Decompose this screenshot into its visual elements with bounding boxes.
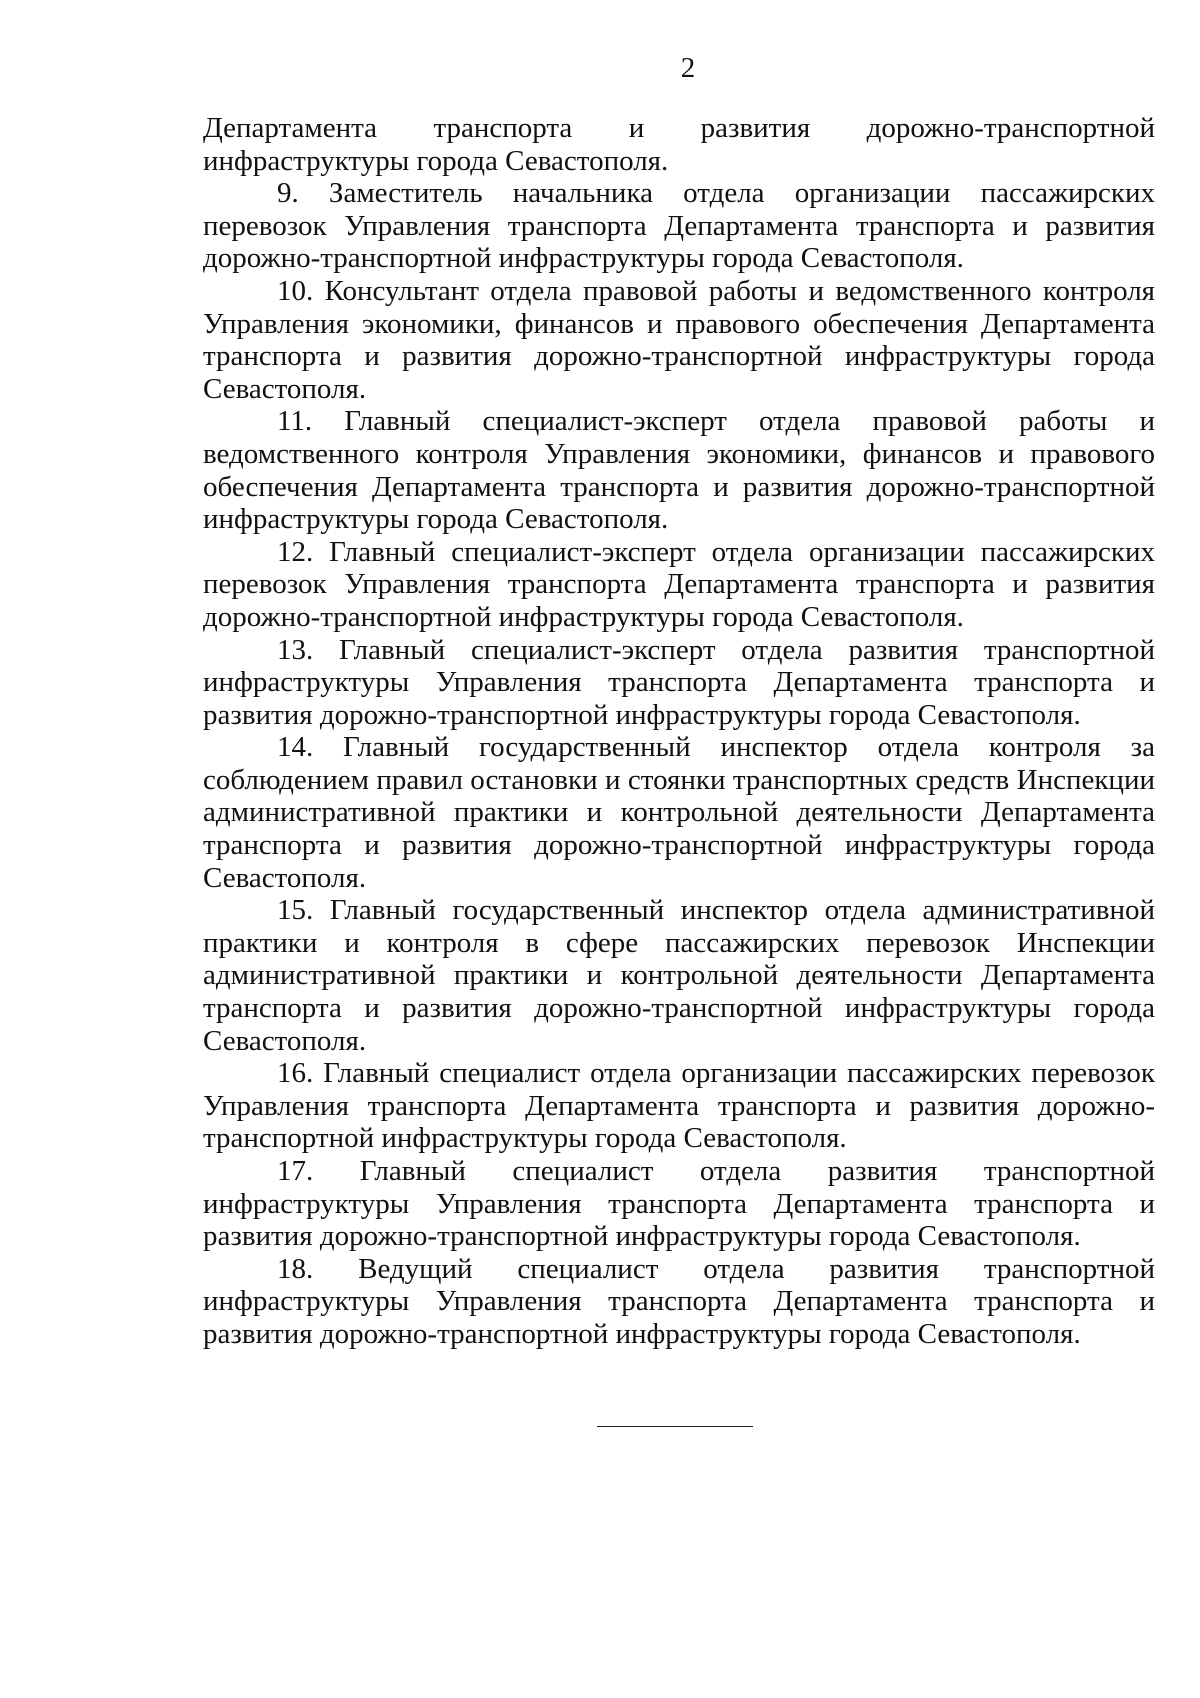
list-item: 12. Главный специалист-эксперт отдела организации пассажирских перевозок Управления транспорта Департамента транспорта и развития дорожно-транспортной инфраструктуры города Севастополя. (203, 535, 1155, 633)
list-item: 18. Ведущий специалист отдела развития транспортной инфраструктуры Управления транспорта Департамента транспорта и развития дорожно-транспортной инфраструктуры города Севастополя. (203, 1252, 1155, 1350)
list-item: 14. Главный государственный инспектор отдела контроля за соблюдением правил остановки и стоянки транспортных средств Инспекции административной практики и контрольной деятельности Департамента транспорта и развития дорожно-транспортной инфраструктуры города Севастополя. (203, 731, 1155, 894)
list-item: 11. Главный специалист-эксперт отдела правовой работы и ведомственного контроля Управления экономики, финансов и правового обеспечения Департамента транспорта и развития дорожно-транспортной инфраструктуры города Севастополя. (203, 405, 1155, 536)
list-item: 10. Консультант отдела правовой работы и ведомственного контроля Управления экономики, финансов и правового обеспечения Департамента транспорта и развития дорожно-транспортной инфраструктуры города Севастополя. (203, 274, 1155, 405)
document-body (203, 112, 1155, 1351)
list-item: 16. Главный специалист отдела организации пассажирских перевозок Управления транспорта Департамента транспорта и развития дорожно-транспортной инфраструктуры города Севастополя. (203, 1057, 1155, 1155)
end-separator-line (597, 1426, 753, 1427)
continuation-paragraph: Департамента транспорта и развития дорожно-транспортной инфраструктуры города Севастополя. (203, 112, 1155, 177)
list-item: 17. Главный специалист отдела развития транспортной инфраструктуры Управления транспорта Департамента транспорта и развития дорожно-транспортной инфраструктуры города Севастополя. (203, 1155, 1155, 1253)
list-item: 9. Заместитель начальника отдела организации пассажирских перевозок Управления транспорта Департамента транспорта и развития дорожно-транспортной инфраструктуры города Севастополя. (203, 177, 1155, 275)
page-number: 2 (680, 52, 696, 84)
list-item: 15. Главный государственный инспектор отдела административной практики и контроля в сфере пассажирских перевозок Инспекции административной практики и контрольной деятельности Департамента транспорта и развития дорожно-транспортной инфраструктуры города Севастополя. (203, 894, 1155, 1057)
list-item: 13. Главный специалист-эксперт отдела развития транспортной инфраструктуры Управления транспорта Департамента транспорта и развития дорожно-транспортной инфраструктуры города Севастополя. (203, 633, 1155, 731)
